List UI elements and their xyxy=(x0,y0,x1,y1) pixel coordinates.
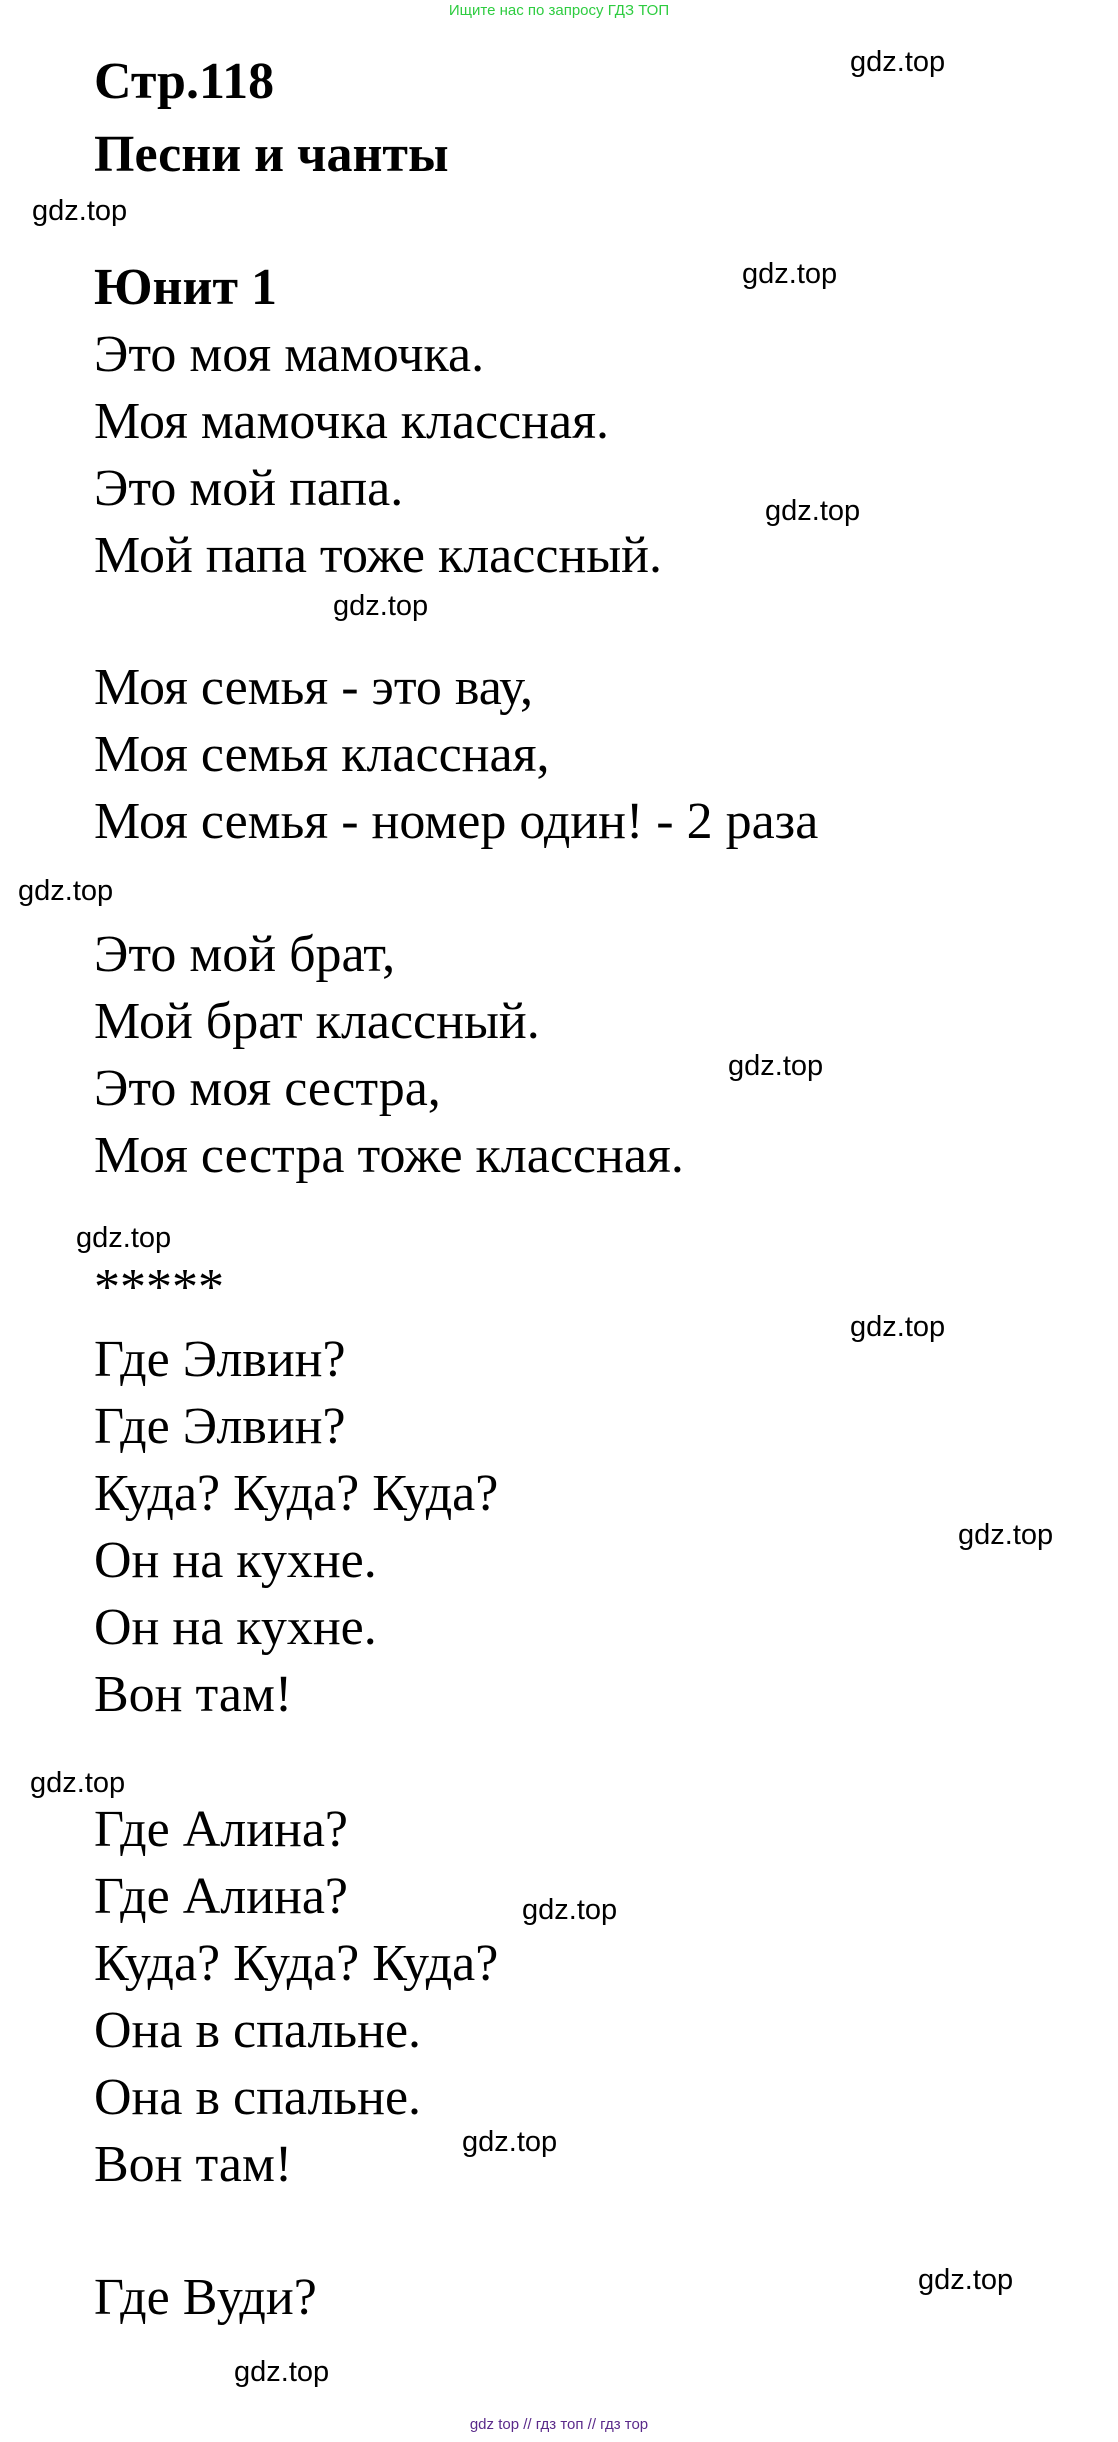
song-line: Вон там! xyxy=(94,2136,293,2193)
watermark: gdz.top xyxy=(742,258,838,290)
song-line: Куда? Куда? Куда? xyxy=(94,1465,499,1522)
separator-stars: ***** xyxy=(94,1259,224,1316)
watermark: gdz.top xyxy=(850,1311,946,1343)
song-line: Где Алина? xyxy=(94,1868,349,1925)
song-line: Моя семья - номер один! - 2 раза xyxy=(94,793,819,850)
footer-links: gdz top // гдз топ // гдз тор xyxy=(469,2416,649,2433)
song-line: Он на кухне. xyxy=(94,1599,377,1656)
watermark: gdz.top xyxy=(333,590,429,622)
watermark: gdz.top xyxy=(765,495,861,527)
watermark: gdz.top xyxy=(30,1767,126,1799)
watermark: gdz.top xyxy=(234,2356,330,2388)
watermark: gdz.top xyxy=(918,2264,1014,2296)
song-line: Мой папа тоже классный. xyxy=(94,527,663,584)
song-line: Он на кухне. xyxy=(94,1532,377,1589)
watermark: gdz.top xyxy=(462,2126,558,2158)
song-line: Моя семья классная, xyxy=(94,726,550,783)
song-line: Моя сестра тоже классная. xyxy=(94,1127,684,1184)
song-line: Это мой папа. xyxy=(94,460,404,517)
song-line: Она в спальне. xyxy=(94,2069,422,2126)
top-banner: Ищите нас по запросу ГДЗ ТОП xyxy=(448,2,670,19)
watermark: gdz.top xyxy=(18,875,114,907)
song-line: Где Элвин? xyxy=(94,1331,346,1388)
watermark: gdz.top xyxy=(850,46,946,78)
song-line: Она в спальне. xyxy=(94,2002,422,2059)
section-heading: Песни и чанты xyxy=(94,126,449,183)
watermark: gdz.top xyxy=(728,1050,824,1082)
page-number-heading: Стр.118 xyxy=(94,53,275,110)
song-line: Где Алина? xyxy=(94,1801,349,1858)
song-line: Где Элвин? xyxy=(94,1398,346,1455)
song-line: Это моя мамочка. xyxy=(94,326,485,383)
unit-heading: Юнит 1 xyxy=(94,259,278,316)
song-line: Мой брат классный. xyxy=(94,993,540,1050)
song-line: Моя мамочка классная. xyxy=(94,393,610,450)
song-line: Это мой брат, xyxy=(94,926,396,983)
watermark: gdz.top xyxy=(32,195,128,227)
watermark: gdz.top xyxy=(522,1894,618,1926)
song-line: Моя семья - это вау, xyxy=(94,659,533,716)
watermark: gdz.top xyxy=(958,1519,1054,1551)
song-line: Вон там! xyxy=(94,1666,293,1723)
song-line: Это моя сестра, xyxy=(94,1060,441,1117)
song-line: Где Вуди? xyxy=(94,2269,317,2326)
song-line: Куда? Куда? Куда? xyxy=(94,1935,499,1992)
watermark: gdz.top xyxy=(76,1222,172,1254)
